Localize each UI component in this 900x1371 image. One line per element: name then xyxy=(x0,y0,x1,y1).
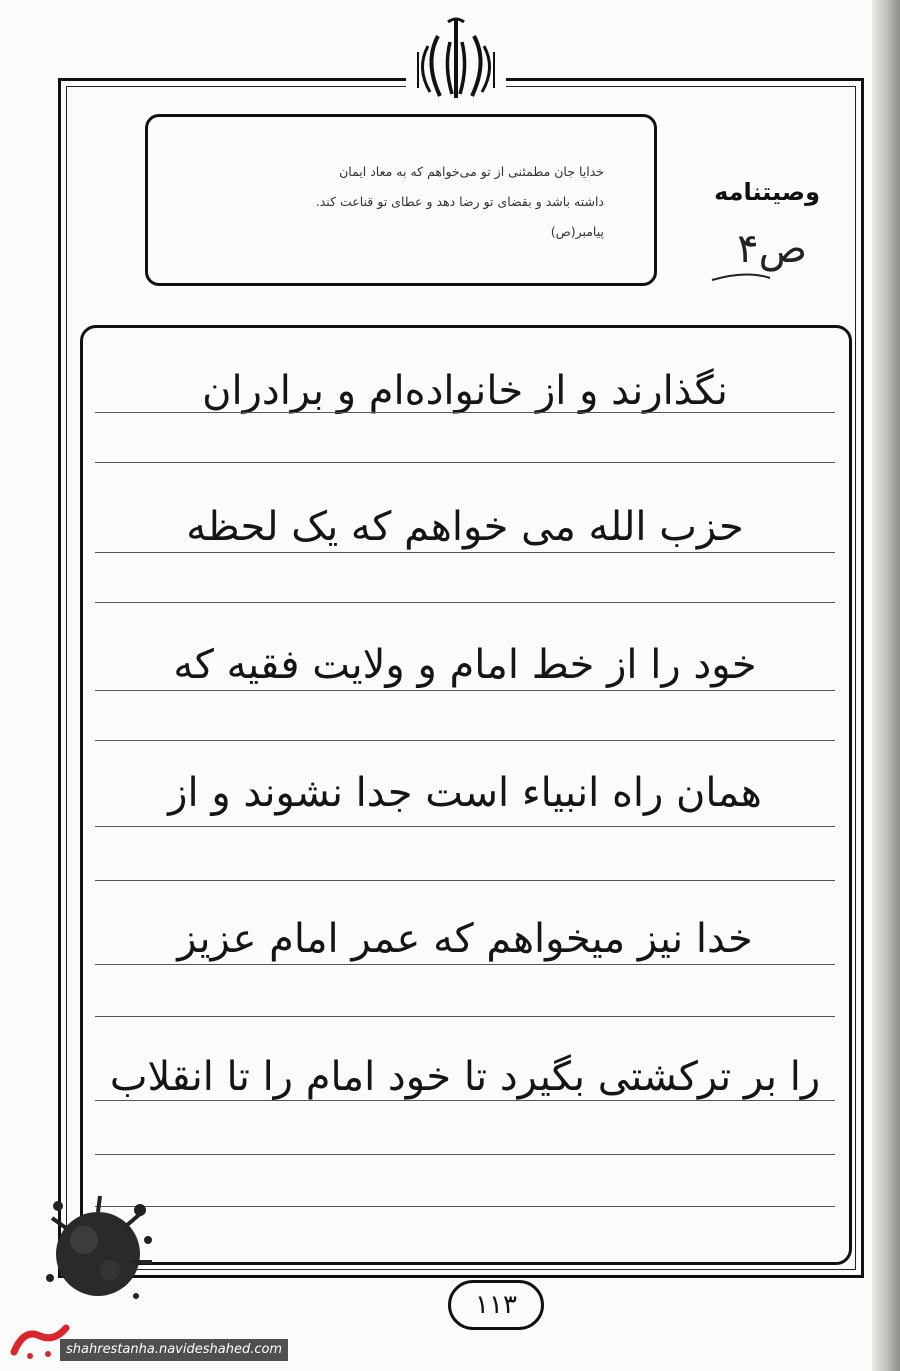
handwritten-line: حزب الله می خواهم که یک لحظه xyxy=(186,504,744,550)
quote-text xyxy=(184,157,604,247)
ruled-line xyxy=(95,1100,835,1101)
ink-blot-decoration xyxy=(40,1192,160,1312)
quote-line: داشته باشد و بقضای تو رضا دهد و عطای تو قناعت کند. xyxy=(315,194,604,209)
watermark-url[interactable]: shahrestanha.navideshahed.com xyxy=(60,1339,288,1361)
ruled-line xyxy=(95,690,835,691)
ruled-line xyxy=(95,602,835,603)
page-number: ۱۱۳ xyxy=(448,1280,544,1330)
quote-box xyxy=(145,114,657,286)
handwritten-line: نگذارند و از خانواده‌ام و برادران xyxy=(202,368,728,414)
quote-attribution: پیامبر(ص) xyxy=(550,224,604,239)
ruled-line xyxy=(95,462,835,463)
ruled-line xyxy=(95,552,835,553)
handwritten-line: خود را از خط امام و ولایت فقیه که xyxy=(173,642,757,688)
ruled-line xyxy=(95,1016,835,1017)
ruled-line xyxy=(95,1154,835,1155)
ruled-line xyxy=(95,740,835,741)
scanned-page-edge xyxy=(872,0,900,1371)
quote-line: خدایا جان مطمئنی از تو می‌خواهم که به معاد ایمان xyxy=(339,164,604,179)
ruled-line xyxy=(95,880,835,881)
ruled-line xyxy=(95,412,835,413)
page-title: وصیتنامه xyxy=(714,178,820,206)
iran-emblem-icon xyxy=(406,12,506,108)
ruled-line xyxy=(95,964,835,965)
page-label-text: ص۴ xyxy=(737,226,807,272)
handwritten-line: همان راه انبیاء است جدا نشوند و از xyxy=(168,770,762,816)
page-label xyxy=(706,222,836,292)
ruled-line xyxy=(95,1206,835,1207)
handwritten-line: را بر ترکشتی بگیرد تا خود امام را تا انقلاب xyxy=(109,1054,821,1100)
handwritten-line: خدا نیز میخواهم که عمر امام عزیز xyxy=(177,916,753,962)
ruled-line xyxy=(95,826,835,827)
